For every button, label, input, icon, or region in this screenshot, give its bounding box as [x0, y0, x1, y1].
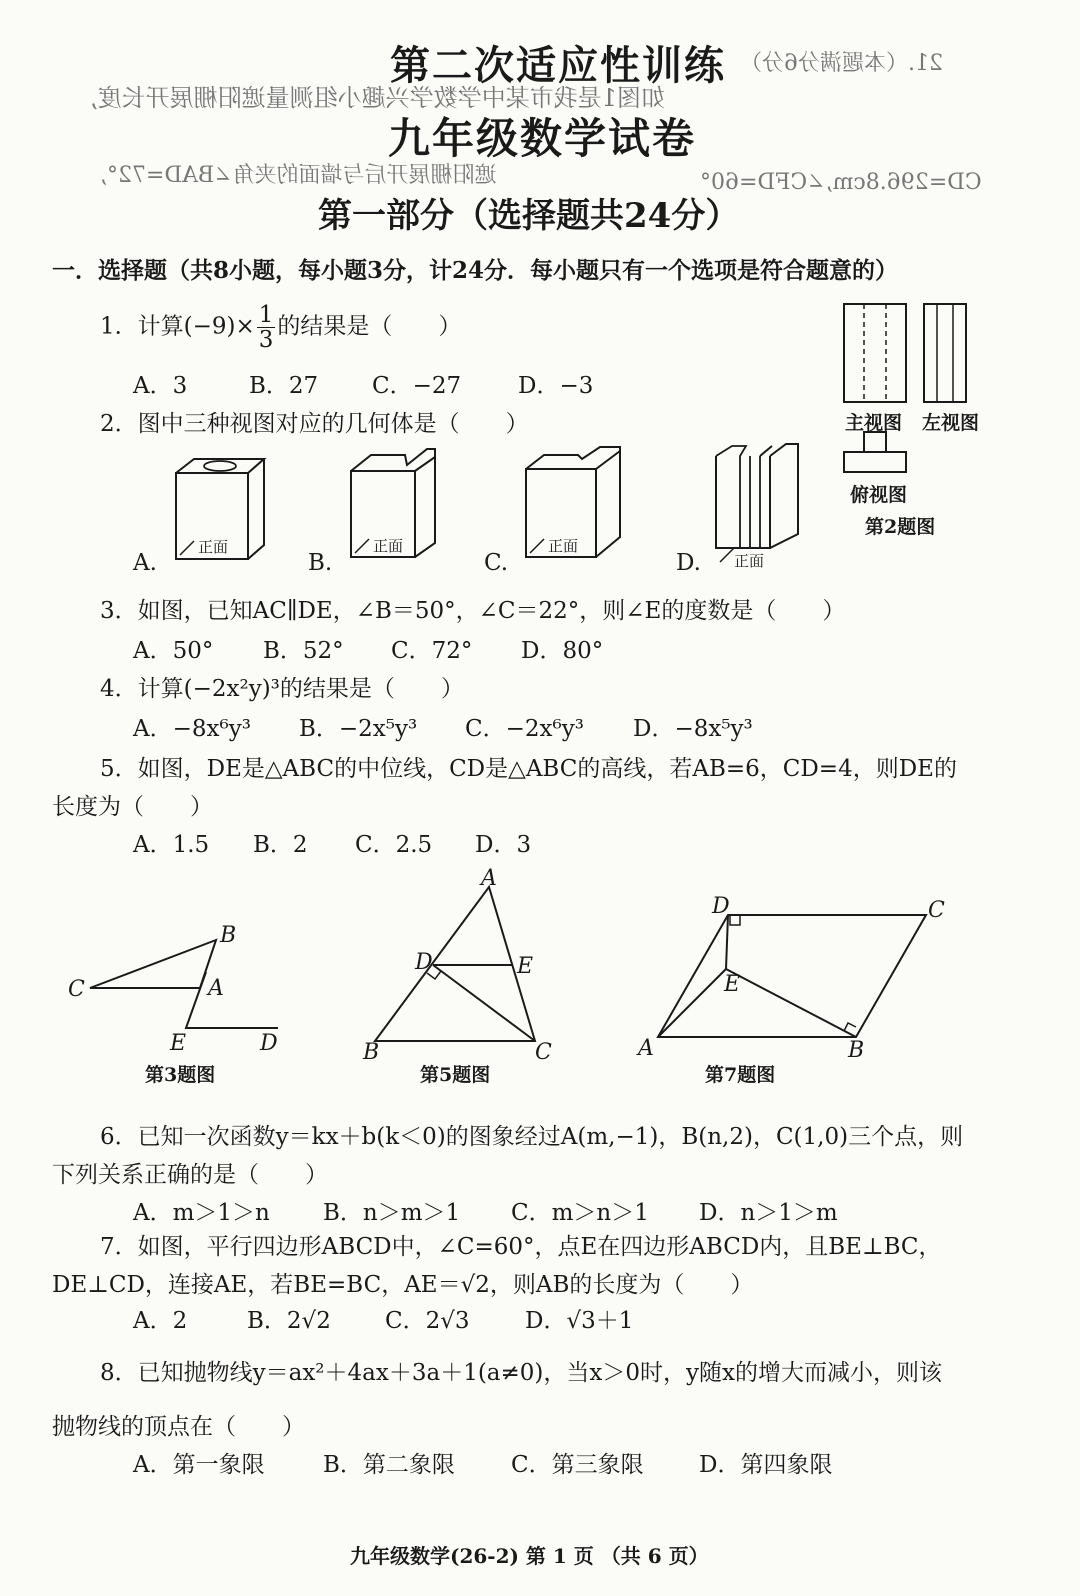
option-d[interactable]: D．第四象限: [699, 1452, 833, 1478]
option-d[interactable]: D．n＞1＞m: [699, 1200, 838, 1226]
question-4-options: [133, 710, 753, 743]
option-b[interactable]: B．n＞m＞1: [323, 1200, 461, 1226]
option-a[interactable]: A．−8x⁶y³: [133, 716, 251, 742]
option-a[interactable]: A．第一象限: [133, 1452, 265, 1478]
figure-5-caption: 第5题图: [420, 1064, 491, 1086]
option-c[interactable]: C．−27: [372, 373, 462, 399]
fig7-label-e: E: [724, 972, 741, 997]
page-footer: 九年级数学(26-2) 第 1 页 （共 6 页）: [350, 1544, 709, 1568]
option-b[interactable]: B．52°: [263, 638, 344, 664]
fig3-label-d: D: [260, 1031, 278, 1056]
question-6-stem-line1: 6．已知一次函数y＝kx＋b(k＜0)的图象经过A(m,−1)，B(n,2)，C(1,0)三个点，则: [100, 1124, 964, 1150]
question-8-stem-line2: 抛物线的顶点在（ ）: [52, 1414, 305, 1440]
option-a[interactable]: A．1.5: [133, 832, 210, 858]
option-c[interactable]: C．−2x⁶y³: [465, 716, 584, 742]
fig5-label-c: C: [535, 1040, 552, 1065]
question-1-options: [133, 367, 593, 400]
figure-2-caption: 第2题图: [865, 516, 936, 538]
question-3-options: [133, 632, 603, 665]
option-b[interactable]: B．2√2: [247, 1308, 331, 1334]
fig5-label-b: B: [363, 1040, 380, 1065]
figure-7-caption: 第7题图: [705, 1064, 776, 1086]
section-heading: 一．选择题（共8小题，每小题3分，计24分．每小题只有一个选项是符合题意的）: [52, 257, 899, 284]
option-d[interactable]: D．80°: [521, 638, 604, 664]
left-view-label: 左视图: [922, 412, 980, 434]
top-view-label: 俯视图: [850, 484, 908, 506]
fig5-label-d: D: [415, 950, 433, 975]
face-label-a: 正面: [198, 538, 229, 556]
option-c[interactable]: C．2.5: [355, 832, 433, 858]
face-label-d: 正面: [734, 552, 765, 570]
question-7-options: [133, 1302, 633, 1335]
option-d[interactable]: D．3: [475, 832, 532, 858]
option-b[interactable]: B．27: [249, 373, 319, 399]
question-2-option-d[interactable]: D.: [676, 550, 701, 576]
option-a[interactable]: A．3: [133, 373, 188, 399]
option-c[interactable]: C．2√3: [385, 1308, 470, 1334]
face-label-b: 正面: [373, 537, 404, 555]
fig7-label-c: C: [928, 898, 945, 923]
solid-option-a: [170, 455, 270, 565]
fig3-label-a: A: [208, 976, 224, 1001]
option-c[interactable]: C．m＞n＞1: [511, 1200, 649, 1226]
part-heading: 第一部分（选择题共24分）: [318, 196, 740, 236]
question-8-options: [133, 1446, 832, 1479]
fig7-label-d: D: [712, 894, 730, 919]
fig3-label-b: B: [220, 923, 237, 948]
option-d[interactable]: D．√3＋1: [525, 1308, 634, 1334]
fig7-label-a: A: [638, 1036, 654, 1061]
question-2-option-a[interactable]: A.: [133, 550, 157, 576]
solid-option-b: [345, 445, 445, 565]
question-6-options: [133, 1194, 838, 1227]
option-d[interactable]: D．−8x⁵y³: [633, 716, 753, 742]
solid-option-c: [520, 445, 630, 565]
bleed-through-line-2: 如图1是我市某中学数学兴趣小组测量遮阳棚展开长度,: [90, 84, 665, 112]
fig3-label-e: E: [170, 1031, 187, 1056]
figure-3: [60, 920, 300, 1060]
option-a[interactable]: A．2: [133, 1308, 188, 1334]
fig3-label-c: C: [68, 977, 85, 1002]
question-3-stem: 3．如图，已知AC∥DE，∠B＝50°，∠C＝22°，则∠E的度数是（ ）: [100, 598, 846, 624]
figure-5: [355, 865, 585, 1065]
question-1-stem: 1．计算(−9)× $\frac{1}{3}$ 的结果是（ ）: [100, 302, 462, 354]
option-c[interactable]: C．第三象限: [511, 1452, 644, 1478]
fig7-label-b: B: [848, 1038, 865, 1063]
question-5-stem-line1: 5．如图，DE是△ABC的中位线，CD是△ABC的高线，若AB=6，CD=4，则DE的: [100, 756, 957, 782]
solid-option-d: [710, 440, 810, 570]
option-b[interactable]: B．第二象限: [323, 1452, 455, 1478]
question-7-stem-line1: 7．如图，平行四边形ABCD中，∠C=60°，点E在四边形ABCD内，且BE⊥BC，: [100, 1234, 942, 1260]
bleed-through-line-4: CD=296.8cm,∠CFD=60°: [700, 170, 982, 195]
fraction-one-third: $\frac{1}{3}$: [258, 302, 274, 354]
fig5-label-a: A: [481, 866, 497, 891]
bleed-through-line-1: 21.（本题满分6分）: [740, 51, 943, 76]
question-6-stem-line2: 下列关系正确的是（ ）: [52, 1162, 328, 1188]
option-a[interactable]: A．m＞1＞n: [133, 1200, 270, 1226]
question-5-options: [133, 826, 531, 859]
question-2-stem: 2．图中三种视图对应的几何体是（ ）: [100, 411, 529, 437]
bleed-through-line-3: 遮阳棚展开后与墙面的夹角∠BAD=72°,: [100, 163, 497, 188]
question-7-stem-line2: DE⊥CD，连接AE，若BE=BC，AE＝√2，则AB的长度为（ ）: [52, 1272, 754, 1298]
option-a[interactable]: A．50°: [133, 638, 214, 664]
option-b[interactable]: B．−2x⁵y³: [299, 716, 418, 742]
figure-7: [630, 885, 960, 1063]
figure-3-caption: 第3题图: [145, 1064, 216, 1086]
question-5-stem-line2: 长度为（ ）: [52, 794, 213, 820]
option-b[interactable]: B．2: [253, 832, 308, 858]
question-4-stem: 4．计算(−2x²y)³的结果是（ ）: [100, 676, 464, 702]
exam-title-grade: 九年级数学试卷: [388, 114, 697, 163]
question-2-option-c[interactable]: C.: [484, 550, 509, 576]
exam-title-main: 第二次适应性训练: [390, 42, 726, 89]
fig5-label-e: E: [517, 954, 534, 979]
face-label-c: 正面: [548, 537, 579, 555]
option-d[interactable]: D．−3: [518, 373, 594, 399]
option-c[interactable]: C．72°: [391, 638, 473, 664]
front-view-label: 主视图: [845, 412, 903, 434]
question-2-option-b[interactable]: B.: [308, 550, 333, 576]
question-8-stem-line1: 8．已知抛物线y＝ax²＋4ax＋3a＋1(a≠0)，当x＞0时，y随x的增大而减小，则该: [100, 1360, 942, 1386]
